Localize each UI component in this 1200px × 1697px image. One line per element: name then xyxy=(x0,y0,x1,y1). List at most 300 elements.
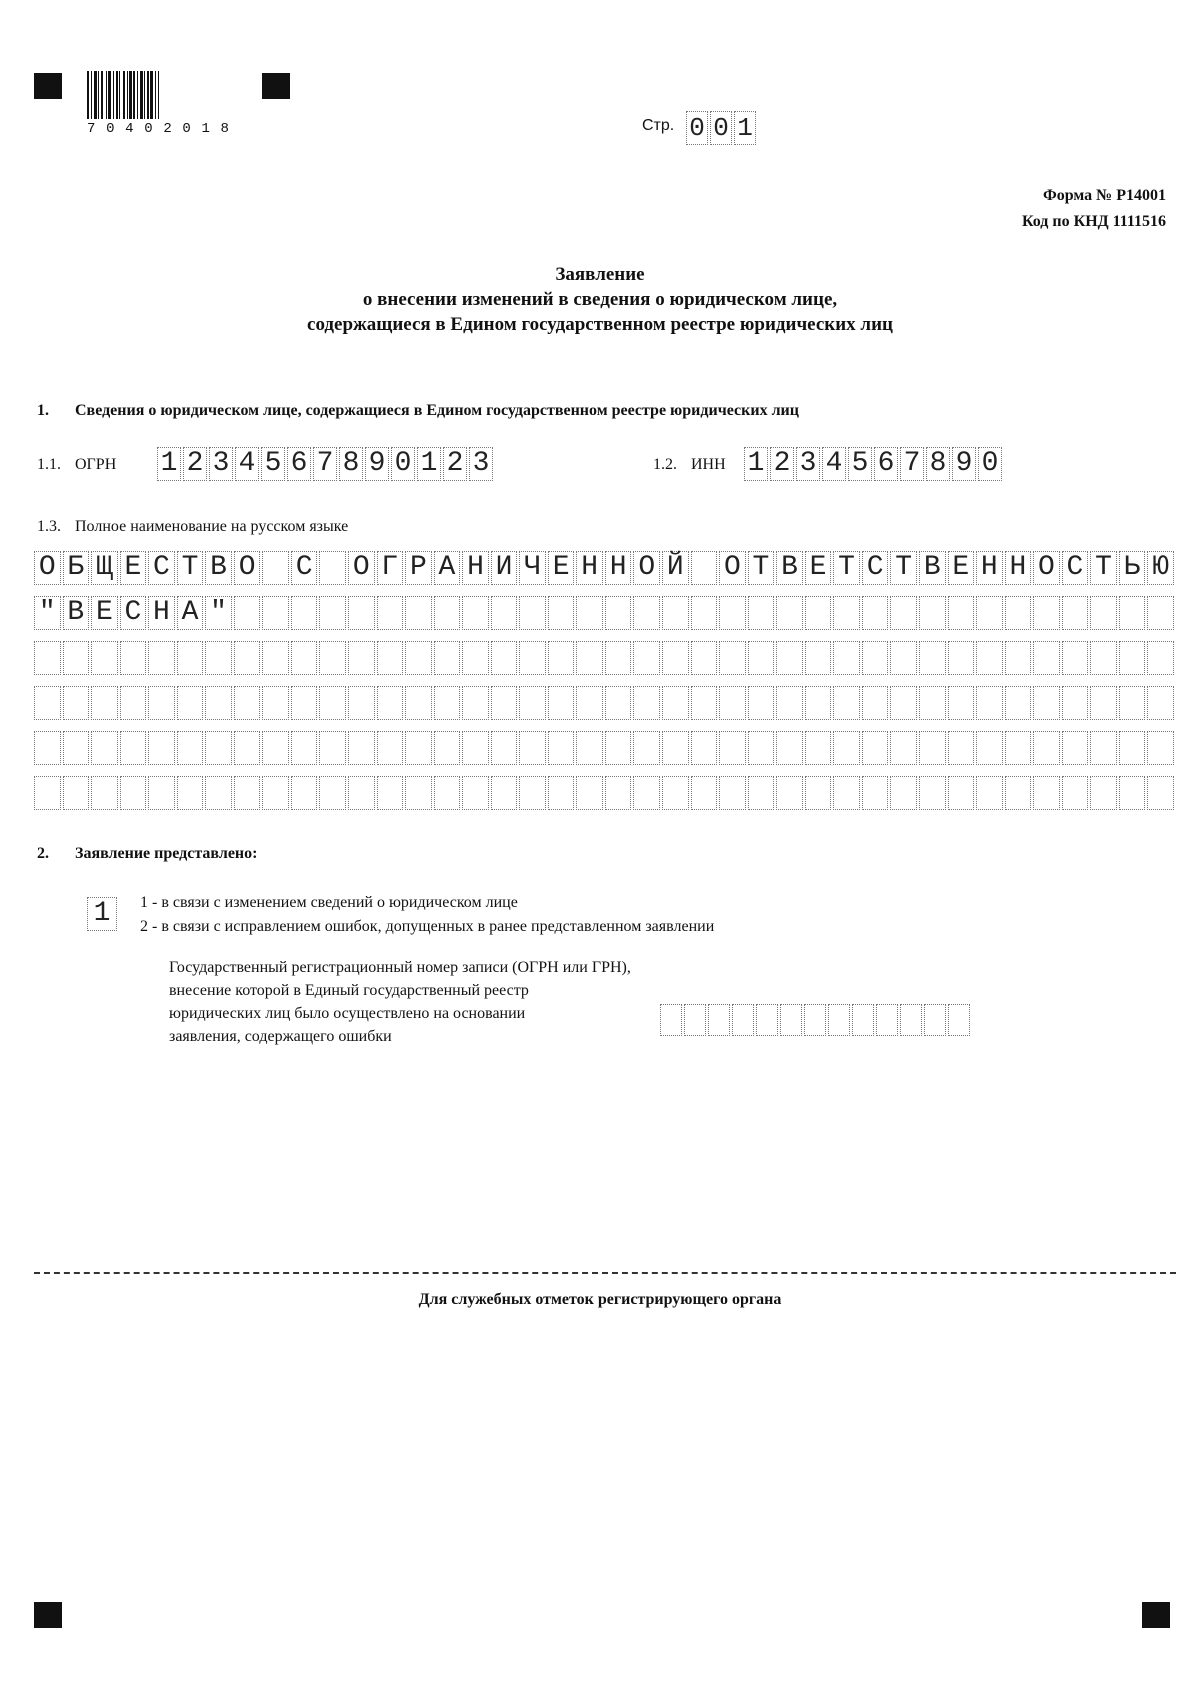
full-name-cell[interactable] xyxy=(462,776,489,810)
full-name-cell[interactable] xyxy=(291,596,318,630)
inn-cell[interactable]: 3 xyxy=(796,447,820,481)
full-name-cell[interactable]: Н xyxy=(605,551,632,585)
inn-cell[interactable]: 7 xyxy=(900,447,924,481)
full-name-cell[interactable] xyxy=(377,686,404,720)
full-name-cell[interactable] xyxy=(405,596,432,630)
full-name-row[interactable] xyxy=(34,731,1174,765)
full-name-cell[interactable] xyxy=(434,686,461,720)
full-name-cell[interactable] xyxy=(548,686,575,720)
full-name-cell[interactable] xyxy=(519,641,546,675)
ogrn-cell[interactable]: 4 xyxy=(235,447,259,481)
full-name-cell[interactable] xyxy=(1033,776,1060,810)
full-name-cell[interactable] xyxy=(862,596,889,630)
full-name-cell[interactable] xyxy=(1033,596,1060,630)
full-name-cell[interactable]: С xyxy=(148,551,175,585)
full-name-cell[interactable] xyxy=(919,641,946,675)
full-name-cell[interactable] xyxy=(319,686,346,720)
ogrn-cell[interactable]: 1 xyxy=(157,447,181,481)
full-name-cell[interactable] xyxy=(148,731,175,765)
grn-cell[interactable] xyxy=(684,1004,706,1036)
full-name-cell[interactable] xyxy=(491,641,518,675)
full-name-cell[interactable] xyxy=(576,776,603,810)
full-name-cell[interactable] xyxy=(919,776,946,810)
full-name-row[interactable] xyxy=(34,641,1174,675)
full-name-cell[interactable] xyxy=(919,686,946,720)
ogrn-cell[interactable]: 0 xyxy=(391,447,415,481)
full-name-cell[interactable] xyxy=(319,551,346,585)
full-name-cell[interactable] xyxy=(63,641,90,675)
full-name-cell[interactable] xyxy=(605,596,632,630)
grn-cell[interactable] xyxy=(732,1004,754,1036)
full-name-cell[interactable]: Т xyxy=(177,551,204,585)
full-name-cell[interactable]: Е xyxy=(120,551,147,585)
full-name-cell[interactable] xyxy=(691,596,718,630)
full-name-cell[interactable]: В xyxy=(919,551,946,585)
full-name-cell[interactable] xyxy=(34,641,61,675)
full-name-cell[interactable] xyxy=(120,776,147,810)
page-number-cell[interactable]: 0 xyxy=(710,111,732,145)
full-name-cell[interactable]: Й xyxy=(662,551,689,585)
full-name-cell[interactable]: Н xyxy=(462,551,489,585)
full-name-cell[interactable]: С xyxy=(1062,551,1089,585)
document-title-line3: содержащиеся в Едином государственном реестре юридических лиц xyxy=(307,314,893,335)
full-name-cell[interactable]: В xyxy=(776,551,803,585)
full-name-cell[interactable] xyxy=(833,731,860,765)
full-name-cell[interactable] xyxy=(348,596,375,630)
inn-cell[interactable]: 8 xyxy=(926,447,950,481)
full-name-cell[interactable] xyxy=(1005,731,1032,765)
full-name-cell[interactable] xyxy=(662,641,689,675)
full-name-cell[interactable] xyxy=(434,641,461,675)
full-name-cell[interactable] xyxy=(1090,641,1117,675)
full-name-cell[interactable] xyxy=(548,776,575,810)
full-name-cell[interactable]: Щ xyxy=(91,551,118,585)
grn-field[interactable] xyxy=(660,1004,970,1036)
full-name-cell[interactable] xyxy=(576,641,603,675)
full-name-cell[interactable] xyxy=(319,641,346,675)
full-name-row[interactable] xyxy=(34,776,1174,810)
full-name-cell[interactable] xyxy=(291,686,318,720)
full-name-cell[interactable] xyxy=(148,776,175,810)
full-name-cell[interactable] xyxy=(120,686,147,720)
full-name-cell[interactable] xyxy=(862,641,889,675)
full-name-cell[interactable] xyxy=(948,596,975,630)
full-name-cell[interactable] xyxy=(548,641,575,675)
full-name-cell[interactable] xyxy=(719,641,746,675)
full-name-cell[interactable] xyxy=(234,641,261,675)
full-name-cell[interactable]: Ю xyxy=(1147,551,1174,585)
full-name-cell[interactable] xyxy=(662,686,689,720)
full-name-cell[interactable]: Н xyxy=(1005,551,1032,585)
full-name-cell[interactable] xyxy=(1147,776,1174,810)
inn-cell[interactable]: 1 xyxy=(744,447,768,481)
ogrn-cell[interactable]: 2 xyxy=(443,447,467,481)
full-name-cell[interactable] xyxy=(377,776,404,810)
grn-cell[interactable] xyxy=(924,1004,946,1036)
full-name-cell[interactable] xyxy=(1119,776,1146,810)
full-name-cell[interactable] xyxy=(919,731,946,765)
full-name-cell[interactable] xyxy=(948,686,975,720)
full-name-cell[interactable] xyxy=(462,686,489,720)
full-name-cell[interactable] xyxy=(976,596,1003,630)
full-name-cell[interactable] xyxy=(491,596,518,630)
full-name-cell[interactable] xyxy=(262,776,289,810)
submission-reason-cell[interactable]: 1 xyxy=(87,897,117,931)
full-name-cell[interactable]: А xyxy=(434,551,461,585)
full-name-cell[interactable] xyxy=(519,776,546,810)
full-name-cell[interactable]: О xyxy=(719,551,746,585)
full-name-cell[interactable] xyxy=(890,776,917,810)
full-name-cell[interactable] xyxy=(319,596,346,630)
full-name-cell[interactable] xyxy=(348,731,375,765)
full-name-cell[interactable] xyxy=(405,776,432,810)
full-name-cell[interactable]: О xyxy=(234,551,261,585)
full-name-cell[interactable] xyxy=(434,731,461,765)
full-name-cell[interactable] xyxy=(91,776,118,810)
full-name-cell[interactable] xyxy=(719,776,746,810)
full-name-cell[interactable] xyxy=(1090,686,1117,720)
full-name-cell[interactable] xyxy=(576,731,603,765)
name-label: Полное наименование на русском языке xyxy=(75,518,349,535)
full-name-cell[interactable]: Е xyxy=(91,596,118,630)
full-name-cell[interactable] xyxy=(691,551,718,585)
full-name-cell[interactable] xyxy=(890,641,917,675)
full-name-cell[interactable] xyxy=(1062,641,1089,675)
inn-cell[interactable]: 6 xyxy=(874,447,898,481)
full-name-cell[interactable] xyxy=(976,686,1003,720)
submission-reason-field[interactable] xyxy=(87,897,117,931)
full-name-cell[interactable] xyxy=(34,686,61,720)
full-name-cell[interactable] xyxy=(805,686,832,720)
full-name-cell[interactable] xyxy=(177,776,204,810)
full-name-cell[interactable] xyxy=(205,641,232,675)
full-name-cell[interactable] xyxy=(1090,596,1117,630)
full-name-cell[interactable]: А xyxy=(177,596,204,630)
full-name-cell[interactable] xyxy=(1005,686,1032,720)
full-name-cell[interactable] xyxy=(491,686,518,720)
full-name-cell[interactable] xyxy=(63,776,90,810)
full-name-cell[interactable] xyxy=(177,641,204,675)
full-name-cell[interactable] xyxy=(262,551,289,585)
full-name-cell[interactable] xyxy=(719,596,746,630)
full-name-cell[interactable] xyxy=(148,641,175,675)
full-name-row[interactable] xyxy=(34,596,1174,630)
full-name-cell[interactable] xyxy=(1033,641,1060,675)
full-name-cell[interactable] xyxy=(405,686,432,720)
full-name-cell[interactable] xyxy=(605,686,632,720)
full-name-cell[interactable] xyxy=(691,641,718,675)
full-name-cell[interactable] xyxy=(748,776,775,810)
full-name-cell[interactable] xyxy=(434,596,461,630)
full-name-cell[interactable] xyxy=(348,686,375,720)
full-name-cell[interactable] xyxy=(976,641,1003,675)
full-name-cell[interactable] xyxy=(1005,596,1032,630)
service-marks-heading: Для служебных отметок регистрирующего органа xyxy=(418,1291,782,1308)
full-name-cell[interactable] xyxy=(205,686,232,720)
full-name-cell[interactable] xyxy=(1062,596,1089,630)
ogrn-cell[interactable]: 5 xyxy=(261,447,285,481)
full-name-cell[interactable] xyxy=(377,731,404,765)
full-name-cell[interactable] xyxy=(205,776,232,810)
full-name-cell[interactable] xyxy=(1119,596,1146,630)
full-name-cell[interactable] xyxy=(262,686,289,720)
full-name-cell[interactable] xyxy=(177,686,204,720)
full-name-cell[interactable] xyxy=(377,596,404,630)
full-name-cell[interactable]: Т xyxy=(833,551,860,585)
full-name-cell[interactable] xyxy=(976,731,1003,765)
full-name-cell[interactable] xyxy=(1005,641,1032,675)
full-name-cell[interactable]: В xyxy=(205,551,232,585)
full-name-cell[interactable] xyxy=(177,731,204,765)
ogrn-cell[interactable]: 6 xyxy=(287,447,311,481)
full-name-cell[interactable] xyxy=(862,731,889,765)
full-name-cell[interactable] xyxy=(633,596,660,630)
full-name-cell[interactable]: С xyxy=(862,551,889,585)
full-name-cell[interactable] xyxy=(491,731,518,765)
full-name-row[interactable] xyxy=(34,686,1174,720)
full-name-cell[interactable] xyxy=(291,776,318,810)
full-name-cell[interactable]: О xyxy=(34,551,61,585)
full-name-cell[interactable] xyxy=(234,776,261,810)
inn-field[interactable] xyxy=(744,447,1002,481)
grn-cell[interactable] xyxy=(948,1004,970,1036)
full-name-cell[interactable]: Ч xyxy=(519,551,546,585)
grn-cell[interactable] xyxy=(900,1004,922,1036)
full-name-cell[interactable] xyxy=(519,596,546,630)
full-name-cell[interactable] xyxy=(948,731,975,765)
section1-number: 1. xyxy=(37,402,49,419)
full-name-cell[interactable]: О xyxy=(633,551,660,585)
full-name-cell[interactable]: Н xyxy=(576,551,603,585)
full-name-cell[interactable] xyxy=(405,731,432,765)
ogrn-cell[interactable]: 9 xyxy=(365,447,389,481)
full-name-cell[interactable] xyxy=(691,731,718,765)
full-name-cell[interactable]: " xyxy=(34,596,61,630)
full-name-cell[interactable]: Р xyxy=(405,551,432,585)
full-name-cell[interactable] xyxy=(662,731,689,765)
full-name-cell[interactable]: Т xyxy=(890,551,917,585)
full-name-cell[interactable] xyxy=(948,776,975,810)
full-name-cell[interactable] xyxy=(719,731,746,765)
full-name-cell[interactable]: Е xyxy=(948,551,975,585)
full-name-cell[interactable] xyxy=(63,686,90,720)
full-name-cell[interactable]: Н xyxy=(976,551,1003,585)
full-name-cell[interactable] xyxy=(1062,776,1089,810)
full-name-cell[interactable] xyxy=(491,776,518,810)
full-name-cell[interactable] xyxy=(1062,686,1089,720)
full-name-cell[interactable] xyxy=(1147,641,1174,675)
full-name-cell[interactable] xyxy=(633,686,660,720)
inn-cell[interactable]: 4 xyxy=(822,447,846,481)
full-name-cell[interactable] xyxy=(862,686,889,720)
inn-cell[interactable]: 0 xyxy=(978,447,1002,481)
full-name-cell[interactable] xyxy=(234,596,261,630)
full-name-cell[interactable]: Е xyxy=(805,551,832,585)
full-name-cell[interactable] xyxy=(262,641,289,675)
full-name-cell[interactable] xyxy=(1090,776,1117,810)
full-name-cell[interactable] xyxy=(548,731,575,765)
full-name-cell[interactable] xyxy=(662,596,689,630)
full-name-cell[interactable] xyxy=(234,731,261,765)
full-name-cell[interactable] xyxy=(34,776,61,810)
grn-cell[interactable] xyxy=(756,1004,778,1036)
full-name-cell[interactable]: В xyxy=(63,596,90,630)
full-name-cell[interactable]: Т xyxy=(1090,551,1117,585)
full-name-cell[interactable] xyxy=(462,596,489,630)
full-name-cell[interactable] xyxy=(776,641,803,675)
full-name-cell[interactable] xyxy=(1119,641,1146,675)
full-name-cell[interactable]: С xyxy=(291,551,318,585)
full-name-cell[interactable] xyxy=(633,641,660,675)
full-name-cell[interactable]: Е xyxy=(548,551,575,585)
full-name-cell[interactable] xyxy=(348,641,375,675)
full-name-cell[interactable] xyxy=(890,731,917,765)
full-name-cell[interactable]: Б xyxy=(63,551,90,585)
full-name-cell[interactable] xyxy=(234,686,261,720)
grn-cell[interactable] xyxy=(804,1004,826,1036)
full-name-cell[interactable] xyxy=(890,686,917,720)
barcode-bar xyxy=(159,71,162,119)
full-name-cell[interactable] xyxy=(691,686,718,720)
ogrn-cell[interactable]: 3 xyxy=(469,447,493,481)
full-name-cell[interactable] xyxy=(748,641,775,675)
full-name-cell[interactable] xyxy=(319,731,346,765)
full-name-cell[interactable] xyxy=(548,596,575,630)
grn-cell[interactable] xyxy=(828,1004,850,1036)
full-name-cell[interactable] xyxy=(719,686,746,720)
full-name-cell[interactable] xyxy=(519,686,546,720)
page-number-cell[interactable]: 1 xyxy=(734,111,756,145)
barcode-digit: 0 xyxy=(106,121,115,137)
ogrn-field[interactable] xyxy=(157,447,493,481)
full-name-cell[interactable]: " xyxy=(205,596,232,630)
full-name-cell[interactable] xyxy=(776,686,803,720)
full-name-cell[interactable]: О xyxy=(348,551,375,585)
ogrn-cell[interactable]: 1 xyxy=(417,447,441,481)
full-name-cell[interactable] xyxy=(748,686,775,720)
full-name-cell[interactable] xyxy=(805,641,832,675)
full-name-cell[interactable] xyxy=(1062,731,1089,765)
full-name-cell[interactable] xyxy=(805,776,832,810)
full-name-cell[interactable] xyxy=(63,731,90,765)
full-name-cell[interactable] xyxy=(833,641,860,675)
full-name-cell[interactable] xyxy=(605,731,632,765)
full-name-cell[interactable] xyxy=(748,731,775,765)
full-name-cell[interactable] xyxy=(1090,731,1117,765)
full-name-cell[interactable] xyxy=(605,776,632,810)
full-name-cell[interactable]: Т xyxy=(748,551,775,585)
full-name-cell[interactable]: Н xyxy=(148,596,175,630)
full-name-cell[interactable] xyxy=(691,776,718,810)
full-name-cell[interactable] xyxy=(291,641,318,675)
grn-cell[interactable] xyxy=(708,1004,730,1036)
full-name-cell[interactable] xyxy=(805,596,832,630)
full-name-cell[interactable] xyxy=(1147,596,1174,630)
full-name-cell[interactable] xyxy=(1119,731,1146,765)
ogrn-cell[interactable]: 2 xyxy=(183,447,207,481)
full-name-cell[interactable] xyxy=(976,776,1003,810)
full-name-cell[interactable] xyxy=(833,776,860,810)
full-name-cell[interactable] xyxy=(34,731,61,765)
full-name-cell[interactable] xyxy=(948,641,975,675)
ogrn-cell[interactable]: 3 xyxy=(209,447,233,481)
full-name-cell[interactable] xyxy=(748,596,775,630)
full-name-cell[interactable] xyxy=(833,596,860,630)
full-name-cell[interactable] xyxy=(576,596,603,630)
inn-cell[interactable]: 5 xyxy=(848,447,872,481)
full-name-cell[interactable] xyxy=(377,641,404,675)
ogrn-number: 1.1. xyxy=(37,456,61,473)
full-name-cell[interactable] xyxy=(91,641,118,675)
full-name-cell[interactable] xyxy=(205,731,232,765)
full-name-cell[interactable]: О xyxy=(1033,551,1060,585)
full-name-cell[interactable] xyxy=(1005,776,1032,810)
ogrn-cell[interactable]: 8 xyxy=(339,447,363,481)
full-name-cell[interactable] xyxy=(120,731,147,765)
barcode-digit: 1 xyxy=(201,121,210,137)
inn-cell[interactable]: 9 xyxy=(952,447,976,481)
grn-label-line2: внесение которой в Единый государственный реестр xyxy=(169,982,529,999)
full-name-cell[interactable] xyxy=(91,686,118,720)
full-name-cell[interactable] xyxy=(1033,731,1060,765)
full-name-cell[interactable] xyxy=(262,731,289,765)
grn-cell[interactable] xyxy=(780,1004,802,1036)
full-name-cell[interactable] xyxy=(633,731,660,765)
full-name-cell[interactable] xyxy=(662,776,689,810)
full-name-cell[interactable] xyxy=(319,776,346,810)
full-name-cell[interactable] xyxy=(120,641,147,675)
full-name-cell[interactable] xyxy=(148,686,175,720)
full-name-cell[interactable] xyxy=(519,731,546,765)
page-number-cell[interactable]: 0 xyxy=(686,111,708,145)
full-name-cell[interactable] xyxy=(1147,686,1174,720)
full-name-row[interactable] xyxy=(34,551,1174,585)
full-name-cell[interactable] xyxy=(919,596,946,630)
ogrn-cell[interactable]: 7 xyxy=(313,447,337,481)
full-name-cell[interactable] xyxy=(890,596,917,630)
full-name-cell[interactable] xyxy=(576,686,603,720)
full-name-cell[interactable] xyxy=(91,731,118,765)
full-name-cell[interactable] xyxy=(291,731,318,765)
full-name-cell[interactable] xyxy=(434,776,461,810)
grn-cell[interactable] xyxy=(876,1004,898,1036)
full-name-cell[interactable] xyxy=(776,776,803,810)
full-name-cell[interactable] xyxy=(1147,731,1174,765)
full-name-cell[interactable] xyxy=(633,776,660,810)
full-name-cell[interactable] xyxy=(805,731,832,765)
full-name-cell[interactable] xyxy=(1033,686,1060,720)
full-name-cell[interactable] xyxy=(405,641,432,675)
full-name-cell[interactable] xyxy=(862,776,889,810)
full-name-cell[interactable] xyxy=(833,686,860,720)
full-name-cell[interactable]: Г xyxy=(377,551,404,585)
barcode-digit: 0 xyxy=(182,121,191,137)
full-name-cell[interactable]: И xyxy=(491,551,518,585)
grn-cell[interactable] xyxy=(660,1004,682,1036)
grn-cell[interactable] xyxy=(852,1004,874,1036)
full-name-cell[interactable] xyxy=(776,731,803,765)
full-name-cell[interactable] xyxy=(462,731,489,765)
full-name-cell[interactable] xyxy=(348,776,375,810)
full-name-cell[interactable] xyxy=(1119,686,1146,720)
full-name-cell[interactable] xyxy=(776,596,803,630)
full-name-cell[interactable] xyxy=(605,641,632,675)
full-name-cell[interactable] xyxy=(462,641,489,675)
inn-cell[interactable]: 2 xyxy=(770,447,794,481)
full-name-cell[interactable] xyxy=(262,596,289,630)
full-name-cell[interactable]: С xyxy=(120,596,147,630)
full-name-cell[interactable]: Ь xyxy=(1119,551,1146,585)
